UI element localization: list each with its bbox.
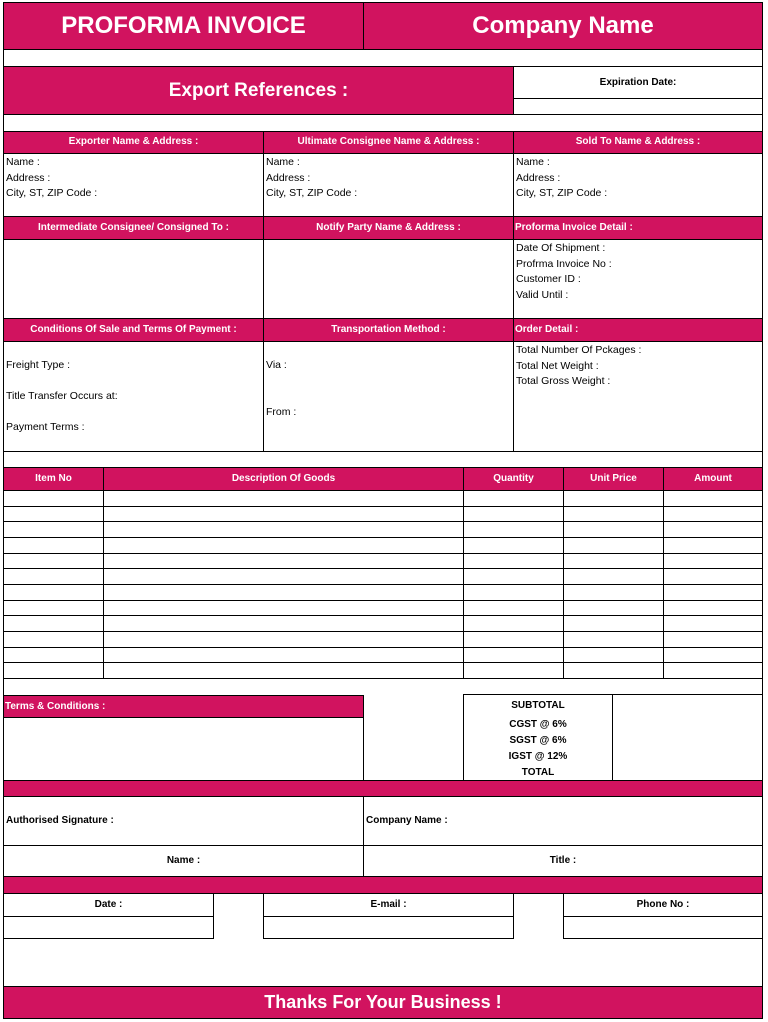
exporter-box[interactable] [3, 153, 264, 217]
table-row-divider [3, 662, 763, 663]
table-row-divider [3, 568, 763, 569]
from-label: From : [266, 406, 297, 418]
spacer-row [3, 114, 763, 132]
transport-box[interactable] [263, 341, 514, 452]
table-row-divider [3, 647, 763, 648]
via-label: Via : [266, 359, 287, 371]
amount-header: Amount [694, 473, 732, 484]
order-detail-box[interactable] [513, 341, 763, 452]
notify-box[interactable] [263, 239, 514, 319]
sold-to-city-label: City, ST, ZIP Code : [516, 187, 608, 200]
title-transfer-label: Title Transfer Occurs at: [6, 390, 118, 402]
unit-price-header: Unit Price [590, 473, 637, 484]
sold-to-name-label: Name : [516, 156, 550, 168]
intermediate-title: Intermediate Consignee/ Consigned To : [38, 222, 229, 233]
invoice-detail-title: Proforma Invoice Detail : [515, 222, 633, 233]
total-label: TOTAL [521, 767, 555, 778]
totals-values-box[interactable] [612, 694, 763, 781]
expiration-date-label: Expiration Date: [599, 77, 677, 88]
date-of-shipment-label: Date Of Shipment : [516, 242, 606, 254]
consignee-name-label: Name : [266, 156, 300, 168]
phone-label: Phone No : [636, 899, 690, 910]
sgst-label: SGST @ 6% [509, 735, 567, 746]
conditions-title: Conditions Of Sale and Terms Of Payment : [30, 324, 237, 335]
consignee-city-label: City, ST, ZIP Code : [266, 187, 358, 200]
total-gross-weight-label: Total Gross Weight : [516, 375, 611, 388]
signatory-name-label: Name : [166, 855, 201, 866]
table-row-divider [3, 631, 763, 632]
exporter-name-label: Name : [6, 156, 40, 168]
spacer-row [3, 451, 763, 468]
authorised-signature-label: Authorised Signature : [6, 815, 114, 826]
invoice-number-label: Profrma Invoice No : [516, 257, 612, 270]
table-row-divider [3, 584, 763, 585]
description-header: Description Of Goods [231, 473, 336, 484]
subtotal-label: SUBTOTAL [511, 700, 565, 711]
sold-to-address-label: Address : [516, 171, 561, 184]
invoice-detail-box[interactable] [513, 239, 763, 319]
sold-to-title: Sold To Name & Address : [575, 136, 701, 147]
transport-title: Transportation Method : [331, 324, 446, 335]
invoice-title: PROFORMA INVOICE [61, 12, 306, 39]
phone-field[interactable] [563, 916, 763, 939]
total-packages-label: Total Number Of Pckages : [516, 344, 642, 356]
spacer-row [3, 678, 763, 695]
spacer-row [3, 49, 763, 67]
notify-title: Notify Party Name & Address : [316, 222, 461, 233]
table-row-divider [3, 615, 763, 616]
consignee-address-label: Address : [266, 171, 311, 184]
customer-id-label: Customer ID : [516, 273, 581, 286]
igst-label: IGST @ 12% [508, 751, 568, 762]
exporter-address-label: Address : [6, 171, 51, 184]
table-row-divider [3, 521, 763, 522]
quantity-header: Quantity [493, 473, 534, 484]
divider-bar [3, 876, 763, 894]
total-net-weight-label: Total Net Weight : [516, 359, 599, 372]
signature-company-label: Company Name : [366, 815, 448, 826]
exporter-title: Exporter Name & Address : [68, 136, 199, 147]
date-field[interactable] [3, 916, 214, 939]
cgst-label: CGST @ 6% [509, 719, 567, 730]
table-row-divider [3, 506, 763, 507]
payment-terms-label: Payment Terms : [6, 421, 85, 433]
table-row-divider [3, 537, 763, 538]
company-name: Company Name [472, 12, 654, 39]
thanks-message: Thanks For Your Business ! [264, 992, 502, 1012]
valid-until-label: Valid Until : [516, 289, 569, 302]
email-field[interactable] [263, 916, 514, 939]
sold-to-box[interactable] [513, 153, 763, 217]
consignee-box[interactable] [263, 153, 514, 217]
consignee-title: Ultimate Consignee Name & Address : [297, 136, 480, 147]
table-row-divider [3, 600, 763, 601]
terms-title: Terms & Conditions : [5, 701, 106, 712]
signatory-title-label: Title : [549, 855, 577, 866]
exporter-city-label: City, ST, ZIP Code : [6, 187, 98, 200]
date-label: Date : [94, 899, 123, 910]
terms-box[interactable] [3, 717, 364, 781]
export-references-label: Export References : [168, 80, 349, 101]
expiration-date-field[interactable] [513, 98, 763, 115]
table-row-divider [3, 553, 763, 554]
item-no-header: Item No [35, 473, 72, 484]
intermediate-box[interactable] [3, 239, 264, 319]
email-label: E-mail : [370, 899, 407, 910]
order-detail-title: Order Detail : [515, 324, 579, 335]
divider-bar [3, 780, 763, 797]
freight-type-label: Freight Type : [6, 359, 71, 371]
